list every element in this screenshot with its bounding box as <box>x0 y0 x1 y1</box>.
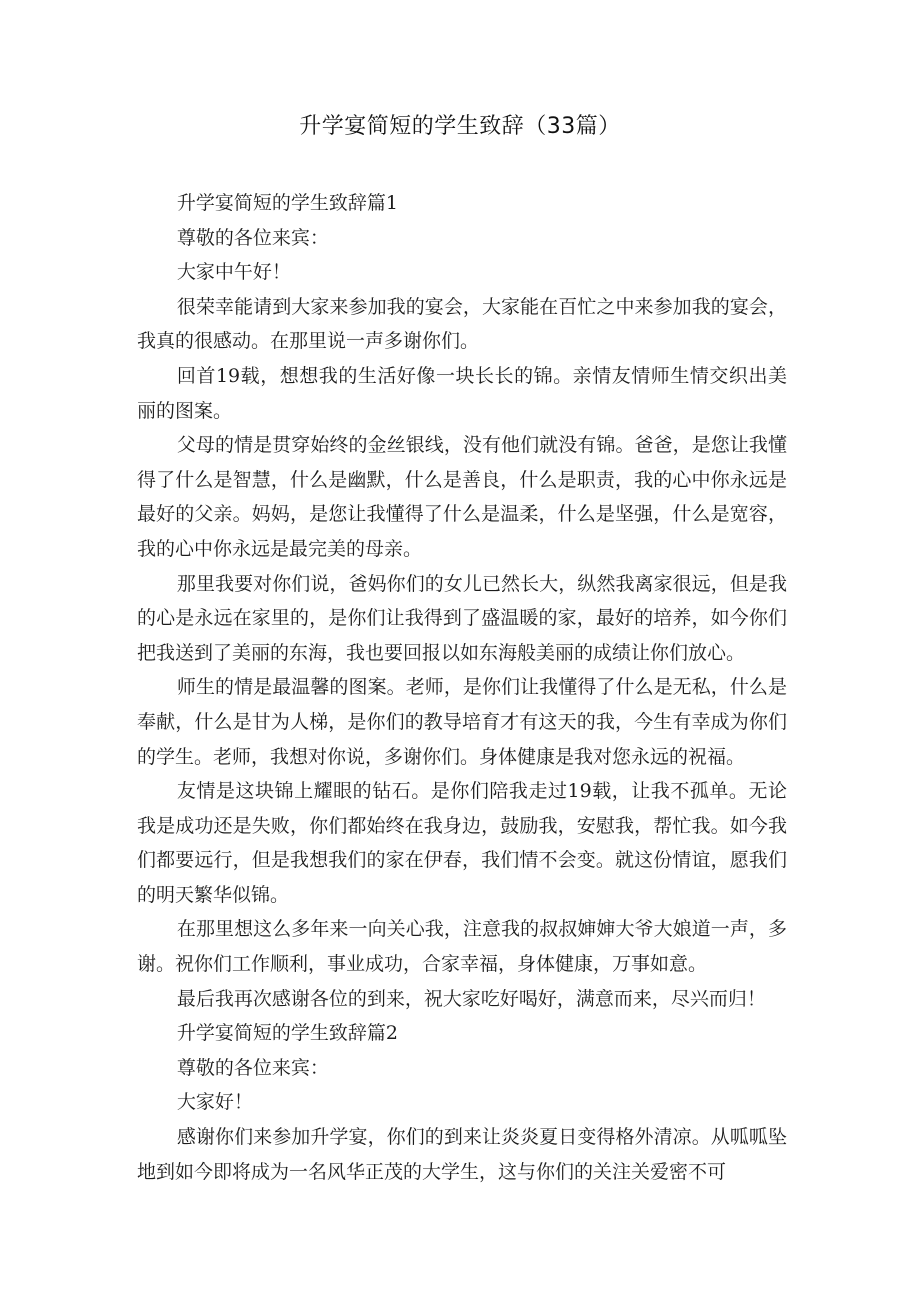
document-body <box>137 186 787 1189</box>
salutation: 尊敬的各位来宾： <box>176 226 329 249</box>
paragraph: 很荣幸能请到大家来参加我的宴会，大家能在百忙之中来参加我的宴会，我真的很感动。在那里说一声多谢你们。 <box>137 295 787 353</box>
paragraph: 在那里想这么多年来一向关心我，注意我的叔叔婶婶大爷大娘道一声，多谢。祝你们工作顺利，事业成功，合家幸福，身体健康，万事如意。 <box>137 918 787 976</box>
paragraph: 友情是这块锦上耀眼的钻石。是你们陪我走过19载，让我不孤单。无论我是成功还是失败，你们都始终在我身边，鼓励我，安慰我，帮忙我。如今我们都要远行，但是我想我们的家在伊春，我们情不会变。就这份情谊，愿我们的明天繁华似锦。 <box>137 780 787 906</box>
paragraph: 回首19载，想想我的生活好像一块长长的锦。亲情友情师生情交织出美丽的图案。 <box>137 364 787 422</box>
greeting: 大家中午好！ <box>176 261 291 284</box>
paragraph: 最后我再次感谢各位的到来，祝大家吃好喝好，满意而来，尽兴而归！ <box>176 987 766 1010</box>
paragraph: 父母的情是贯穿始终的金丝银线，没有他们就没有锦。爸爸，是您让我懂得了什么是智慧，什么是幽默，什么是善良，什么是职责，我的心中你永远是最好的父亲。妈妈，是您让我懂得了什么是温柔，什么是坚强，什么是宽容，我的心中你永远是最完美的母亲。 <box>137 434 787 560</box>
paragraph: 那里我要对你们说，爸妈你们的女儿已然长大，纵然我离家很远，但是我的心是永远在家里的，是你们让我得到了盛温暖的家，最好的培养，如今你们把我送到了美丽的东海，我也要回报以如东海般美丽的成绩让你们放心。 <box>137 572 787 664</box>
paragraph: 感谢你们来参加升学宴，你们的到来让炎炎夏日变得格外清凉。从呱呱坠地到如今即将成为一名风华正茂的大学生，这与你们的关注关爱密不可 <box>137 1126 787 1183</box>
greeting: 大家好！ <box>176 1091 253 1114</box>
section-heading-2: 升学宴简短的学生致辞篇2 <box>176 1022 398 1045</box>
document-title: 升学宴简短的学生致辞（33篇） <box>299 114 621 139</box>
paragraph: 师生的情是最温馨的图案。老师，是你们让我懂得了什么是无私，什么是奉献，什么是甘为人梯，是你们的教导培育才有这天的我，今生有幸成为你们的学生。老师，我想对你说，多谢你们。身体健康是我对您永远的祝福。 <box>137 676 787 768</box>
salutation: 尊敬的各位来宾： <box>176 1056 329 1079</box>
section-heading-1: 升学宴简短的学生致辞篇1 <box>176 192 398 214</box>
